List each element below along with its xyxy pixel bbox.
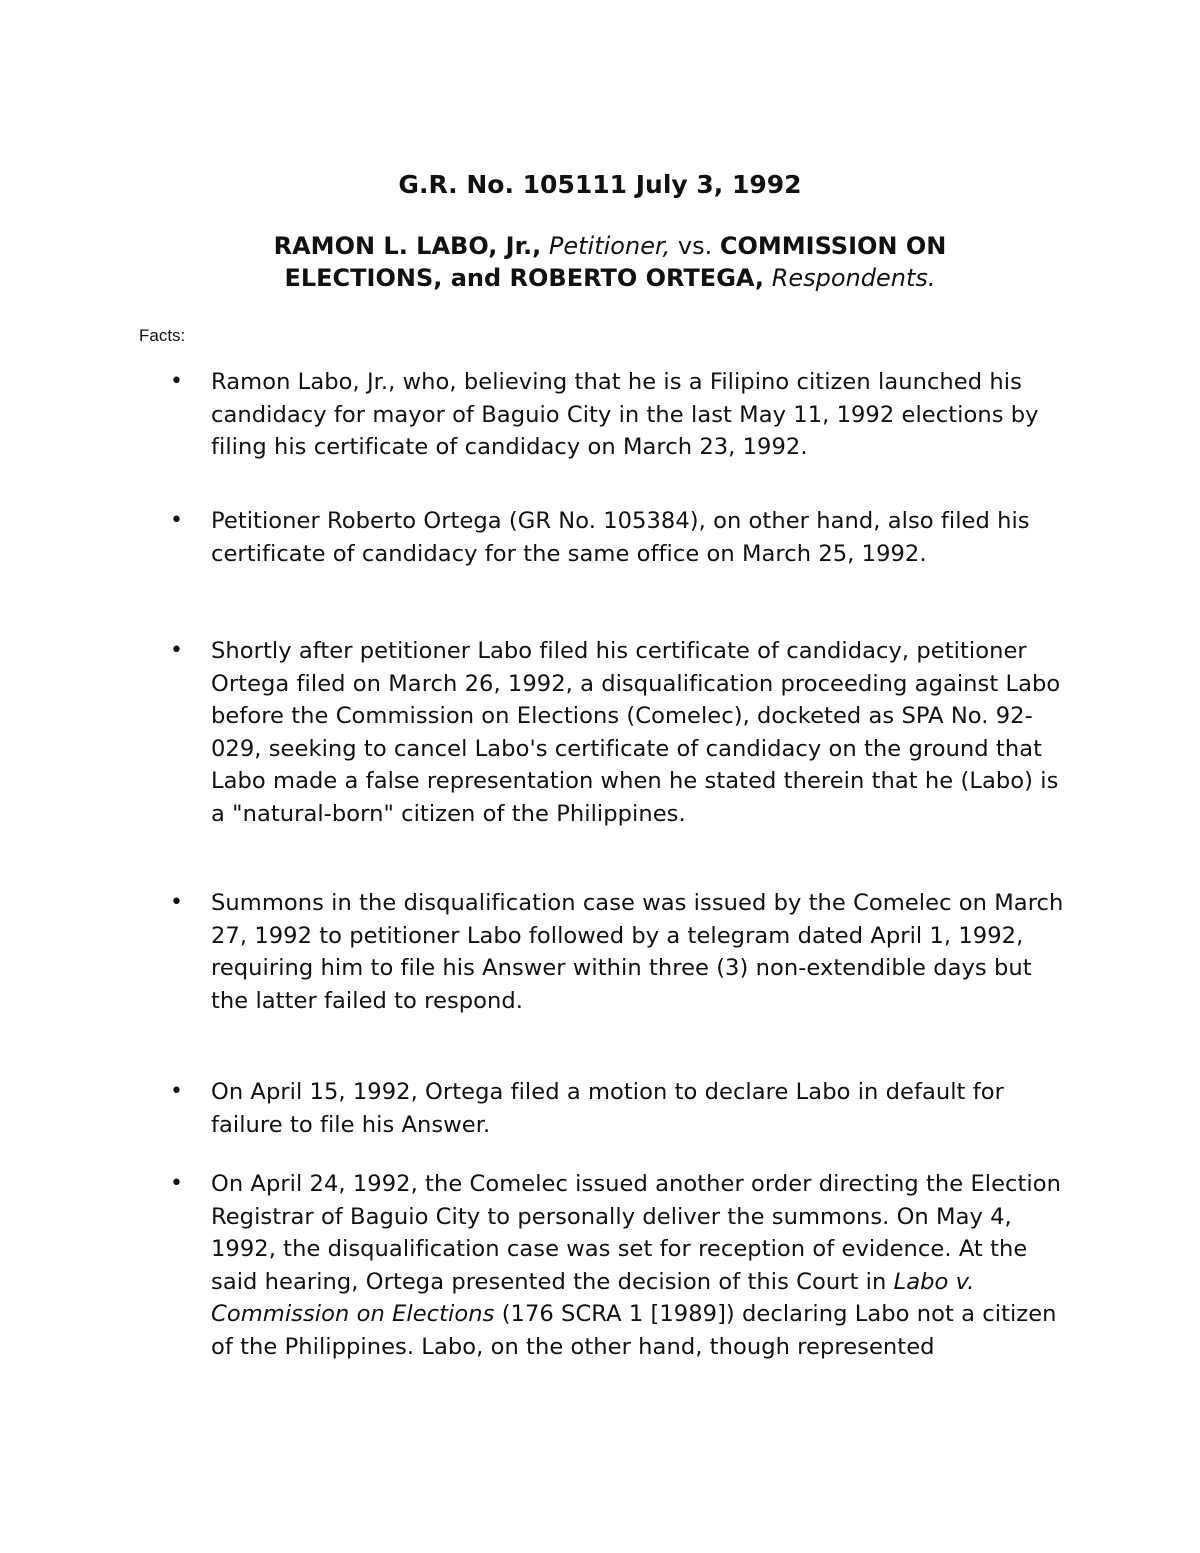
facts-label: Facts: (139, 326, 186, 345)
bullet-icon: • (170, 1079, 183, 1104)
respondent-role: Respondents. (771, 264, 936, 292)
petitioner-role: Petitioner, (548, 232, 671, 260)
fact-text (211, 1168, 1071, 1363)
bullet-icon: • (170, 1171, 183, 1196)
case-parties-heading (200, 230, 1020, 294)
versus-label: vs. (677, 232, 713, 260)
bullet-icon: • (170, 638, 183, 663)
fact-text: On April 15, 1992, Ortega filed a motion to declare Labo in default for failure to file his Answer. (211, 1079, 1004, 1138)
bullet-icon: • (170, 369, 183, 394)
bullet-icon: • (170, 508, 183, 533)
fact-text-part: (176 SCRA 1 [1989]) declaring Labo not a citizen of the Philippines. Labo, on the other hand, though represented (211, 1301, 1057, 1360)
case-number-heading: G.R. No. 105111 July 3, 1992 (398, 170, 802, 199)
bullet-icon: • (170, 890, 183, 915)
fact-text: Petitioner Roberto Ortega (GR No. 105384), on other hand, also filed his certificate of candidacy for the same office on March 25, 1992. (211, 508, 1030, 567)
fact-text: Shortly after petitioner Labo filed his certificate of candidacy, petitioner Ortega filed on March 26, 1992, a disqualification proceeding against Labo before the Commission on Elections (Comelec), docketed as SPA No. 92-029, seeking to cancel Labo's certificate of candidacy on the ground that Labo made a false representation when he stated therein that he (Labo) is a "natural-born" citizen of the Philippines. (211, 638, 1061, 827)
fact-text: Ramon Labo, Jr., who, believing that he is a Filipino citizen launched his candidacy for mayor of Baguio City in the last May 11, 1992 elections by filing his certificate of candidacy on March 23, 1992. (211, 369, 1039, 460)
fact-text: Summons in the disqualification case was issued by the Comelec on March 27, 1992 to petitioner Labo followed by a telegram dated April 1, 1992, requiring him to file his Answer within three (3) non-extendible days but the latter failed to respond. (211, 890, 1064, 1014)
case-citation: Labo v. Commission on Elections (211, 1268, 975, 1327)
respondent-names-line1: COMMISSION ON (719, 232, 947, 260)
respondent-names-line2: ELECTIONS, and ROBERTO ORTEGA, (284, 264, 765, 292)
fact-text-part: On April 24, 1992, the Comelec issued another order directing the Election Registrar of Baguio City to personally deliver the summons. On May 4, 1992, the disqualification case was set for reception of evidence. At the said hearing, Ortega presented the decision of this Court in (211, 1171, 1061, 1295)
petitioner-name: RAMON L. LABO, Jr., (273, 232, 542, 260)
